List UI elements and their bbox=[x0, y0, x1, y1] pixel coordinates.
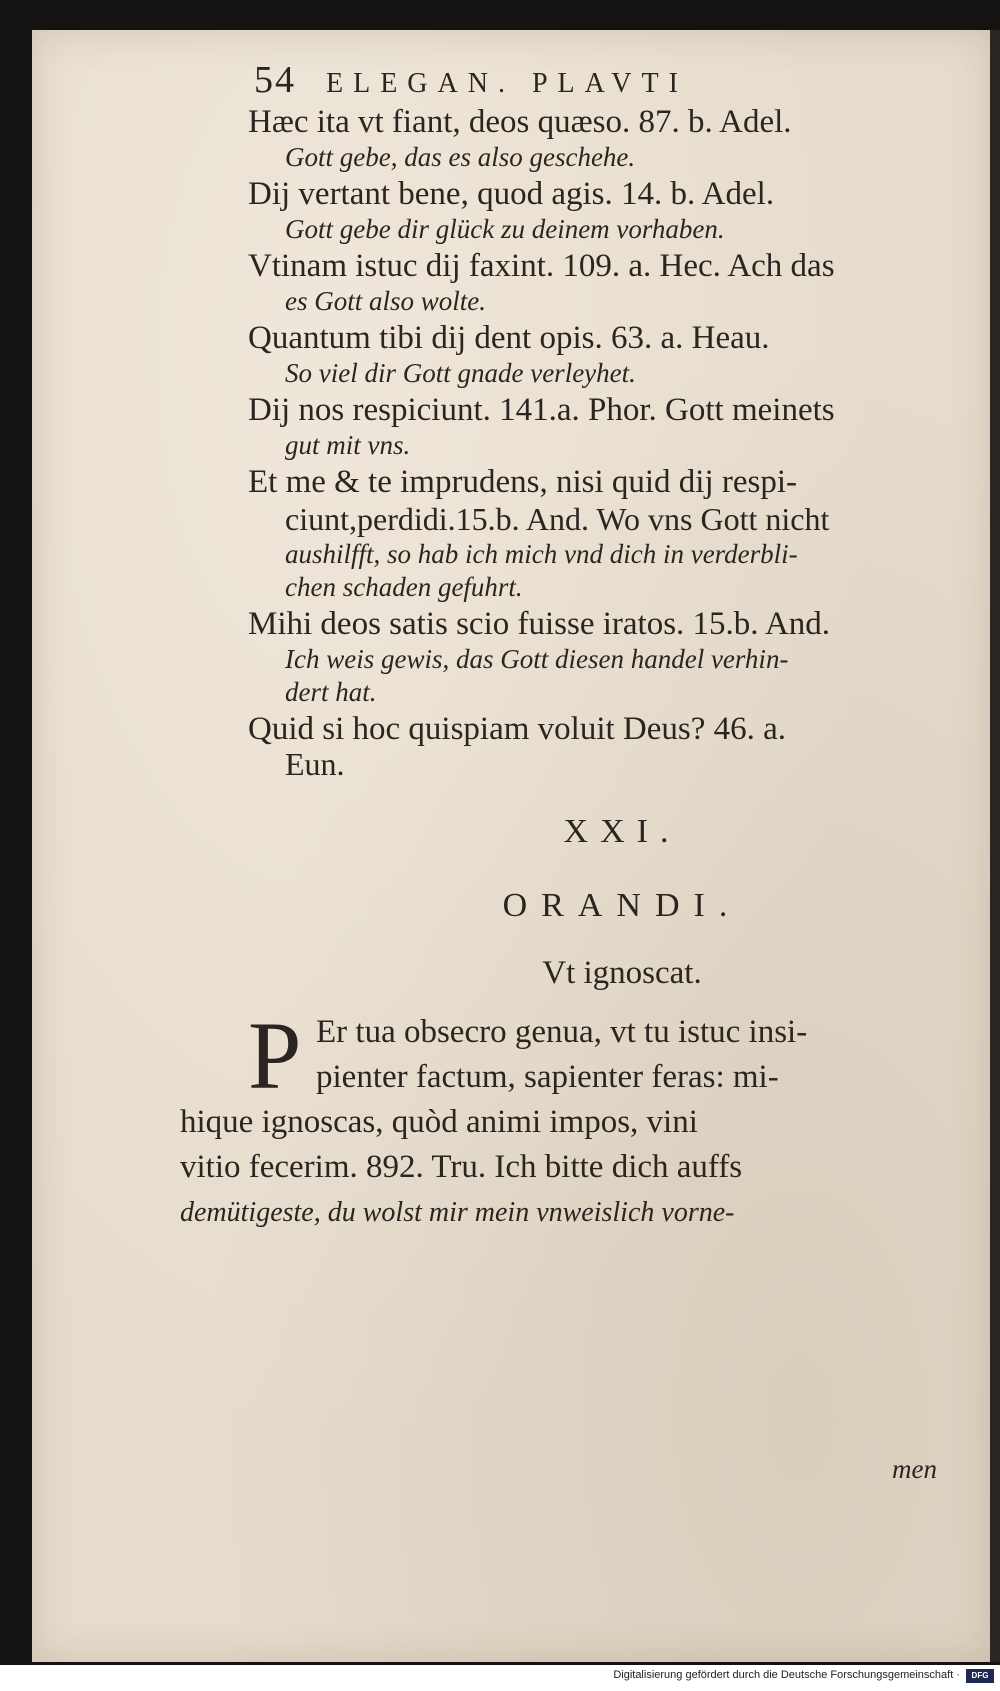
entry-latin: Quantum tibi dij dent opis. 63. a. Heau. bbox=[248, 320, 770, 356]
entry-german bbox=[212, 748, 962, 781]
prayer-line: pienter factum, sapienter feras: mi- bbox=[316, 1059, 779, 1095]
prayer-line: vitio fecerim. 892. Tru. Ich bitte dich auffs bbox=[180, 1149, 743, 1185]
prayer-paragraph bbox=[180, 1002, 962, 1235]
prayer-line: hique ignoscas, quòd animi impos, vini bbox=[180, 1104, 698, 1140]
german-line: aushilfft, so hab ich mich vnd dich in verderbli- bbox=[285, 539, 798, 569]
german-line: So viel dir Gott gnade verleyhet. bbox=[285, 358, 636, 388]
german-line: es Gott also wolte. bbox=[285, 286, 486, 316]
prayer-line: Er tua obsecro genua, vt tu istuc insi- bbox=[316, 1014, 808, 1050]
entry-latin: Mihi deos satis scio fuisse iratos. 15.b. And. bbox=[248, 606, 831, 642]
entry-german bbox=[212, 357, 962, 390]
book-page bbox=[32, 30, 992, 1662]
page-number: 54 bbox=[254, 59, 296, 101]
chapter-subtitle: Vt ignoscat. bbox=[542, 955, 702, 991]
entry-latin: Dij nos respiciunt. 141.a. Phor. Gott meinets bbox=[248, 392, 835, 428]
entry bbox=[212, 464, 962, 604]
page-edge bbox=[990, 30, 1000, 1662]
german-line: chen schaden gefuhrt. bbox=[285, 572, 523, 602]
german-line: gut mit vns. bbox=[285, 430, 411, 460]
german-line: ciunt,perdidi.15.b. And. Wo vns Gott nicht bbox=[285, 501, 830, 537]
entry bbox=[212, 711, 962, 781]
entry-latin: Quid si hoc quispiam voluit Deus? 46. a. bbox=[248, 711, 787, 747]
chapter-title: ORANDI. bbox=[502, 887, 742, 924]
entry bbox=[212, 392, 962, 462]
entry bbox=[212, 320, 962, 390]
dfg-logo-icon: DFG bbox=[966, 1669, 994, 1683]
entry-german bbox=[212, 285, 962, 318]
running-title: ELEGAN. PLAVTI bbox=[326, 68, 688, 99]
entry bbox=[212, 248, 962, 318]
entry-german bbox=[212, 429, 962, 462]
entry-latin: Hæc ita vt fiant, deos quæso. 87. b. Adel. bbox=[248, 104, 792, 140]
german-line: Gott gebe dir glück zu deinem vorhaben. bbox=[285, 214, 725, 244]
entry-latin: Vtinam istuc dij faxint. 109. a. Hec. Ach das bbox=[248, 248, 835, 284]
german-line: Gott gebe, das es also geschehe. bbox=[285, 142, 636, 172]
entry-latin: Et me & te imprudens, nisi quid dij respi- bbox=[248, 464, 798, 500]
entry bbox=[212, 104, 962, 174]
catchword: men bbox=[892, 1454, 937, 1484]
german-line: Ich weis gewis, das Gott diesen handel verhin- bbox=[285, 644, 789, 674]
footer-credit: Digitalisierung gefördert durch die Deutsche Forschungsgemeinschaft · bbox=[613, 1669, 960, 1681]
chapter-number: XXI. bbox=[563, 813, 681, 850]
german-line: dert hat. bbox=[285, 677, 377, 707]
entry bbox=[212, 606, 962, 709]
prayer-lines bbox=[180, 1002, 962, 1235]
prayer-line: demütigeste, du wolst mir mein vnweislich vorne- bbox=[180, 1197, 735, 1228]
entry-german bbox=[212, 501, 962, 604]
german-line: Eun. bbox=[285, 746, 345, 782]
entry-german bbox=[212, 213, 962, 246]
text-block bbox=[180, 58, 962, 1235]
running-head bbox=[254, 58, 962, 102]
entry bbox=[212, 176, 962, 246]
drop-cap: P bbox=[248, 1002, 302, 1109]
footer-bar bbox=[0, 1665, 1000, 1691]
entry-german bbox=[212, 141, 962, 174]
entry-latin: Dij vertant bene, quod agis. 14. b. Adel. bbox=[248, 176, 775, 212]
entry-german bbox=[212, 643, 962, 709]
